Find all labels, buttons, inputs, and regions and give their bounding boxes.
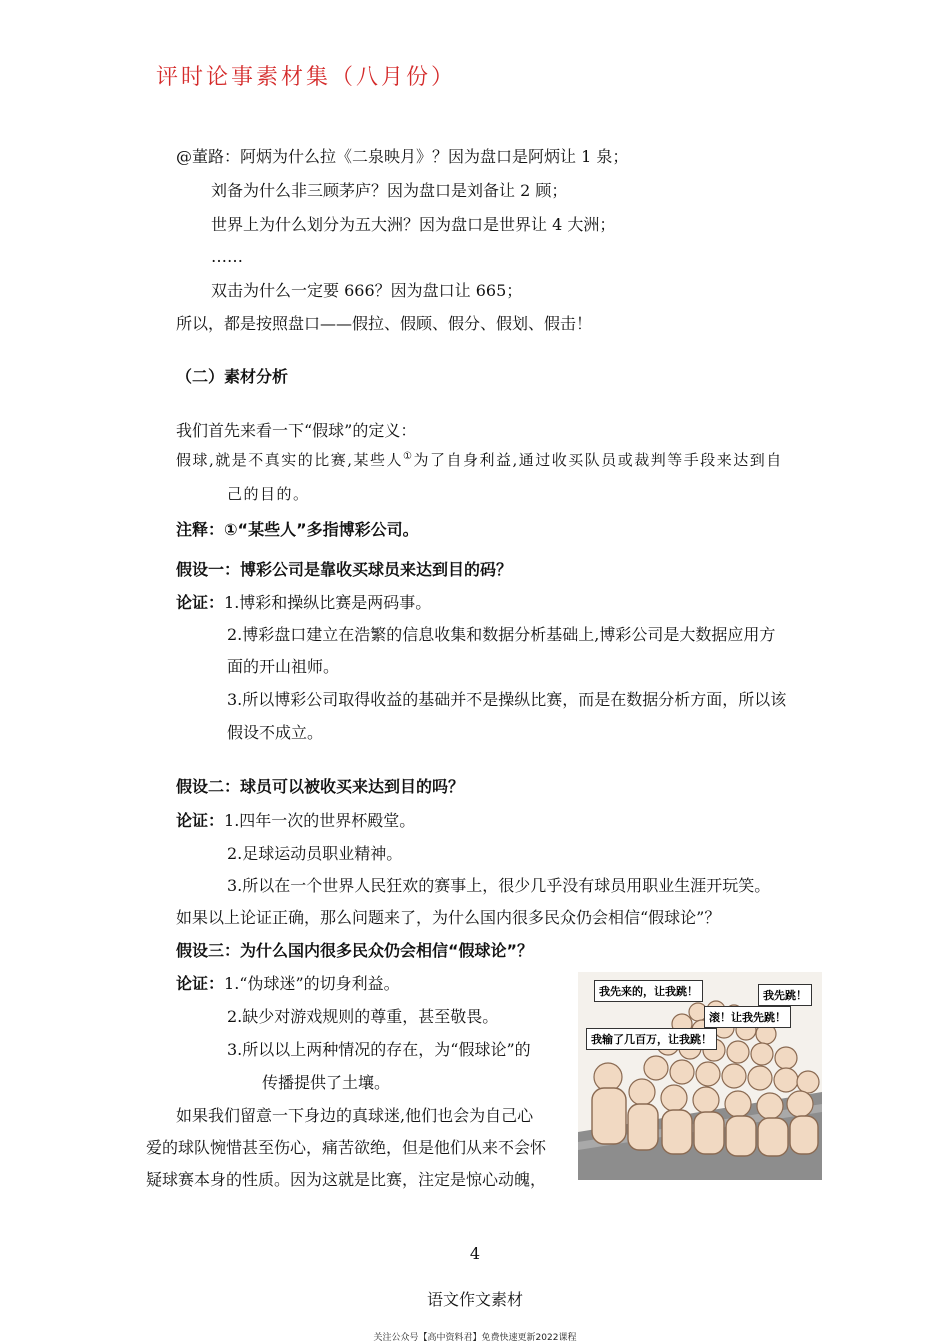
hypothesis-2-argument (176, 810, 415, 832)
speech-bubble-1: 我先来的，让我跳！ (594, 980, 703, 1002)
section-heading: （二）素材分析 (176, 367, 289, 386)
comic-illustration (578, 972, 822, 1180)
quote-ellipsis: …… (211, 247, 243, 266)
hypothesis-3-item-3a: 3.所以以上两种情况的存在，为“假球论”的 (227, 1040, 531, 1059)
quote-conclusion: 所以，都是按照盘口——假拉、假顾、假分、假划、假击！ (176, 314, 593, 333)
hypothesis-1-item-2b: 面的开山祖师。 (227, 657, 340, 676)
definition-text-a: 假球,就是不真实的比赛,某些人 (176, 451, 404, 469)
footer-label: 语文作文素材 (426, 1290, 523, 1309)
hypothesis-3-item-2: 2.缺少对游戏规则的尊重，甚至敬畏。 (227, 1007, 499, 1026)
definition-note: 注释：①“某些人”多指博彩公司。 (176, 520, 419, 539)
speech-bubble-4: 我输了几百万，让我跳！ (586, 1028, 717, 1050)
argument-label: 论证： (176, 593, 225, 612)
definition-text-b: 为了自身利益,通过收买队员或裁判等手段来达到自 (413, 451, 783, 469)
footer-promo-note: 关注公众号【高中资料君】免费快速更新2022课程 (373, 1333, 577, 1343)
hypothesis-3-item-3b: 传播提供了土壤。 (262, 1073, 391, 1092)
hypothesis-1-item-3a: 3.所以博彩公司取得收益的基础并不是操纵比赛，而是在数据分析方面，所以该 (227, 690, 787, 709)
body-paragraph-line-2: 爱的球队惋惜甚至伤心，痛苦欲绝，但是他们从来不会怀 (146, 1138, 547, 1157)
document-header-title: 评时论事素材集（八月份） (156, 65, 457, 90)
hypothesis-2-item-2: 2.足球运动员职业精神。 (227, 844, 403, 863)
quote-line-5: 双击为什么一定要 666？因为盘口让 665； (211, 281, 523, 300)
hypothesis-3-argument (176, 973, 400, 995)
hypothesis-1-title: 假设一：博彩公司是靠收买球员来达到目的码？ (176, 560, 513, 579)
footnote-marker: ① (403, 451, 414, 462)
argument-label: 论证： (176, 811, 225, 830)
argument-label: 论证： (176, 974, 225, 993)
quote-line-3: 世界上为什么划分为五大洲？因为盘口是世界让 4 大洲； (211, 215, 616, 234)
hypothesis-2-title: 假设二：球员可以被收买来达到目的吗？ (176, 777, 465, 796)
hypothesis-1-item-2a: 2.博彩盘口建立在浩繁的信息收集和数据分析基础上,博彩公司是大数据应用方 (227, 625, 776, 644)
quote-line-2: 刘备为什么非三顾茅庐？因为盘口是刘备让 2 顾； (211, 181, 568, 200)
body-paragraph-line-1: 如果我们留意一下身边的真球迷,他们也会为自己心 (176, 1106, 534, 1125)
hypothesis-1-item-3b: 假设不成立。 (227, 723, 324, 742)
hypothesis-3-title: 假设三：为什么国内很多民众仍会相信“假球论”？ (176, 941, 534, 960)
definition-line-1 (176, 446, 783, 471)
definition-line-2: 己的目的。 (227, 485, 310, 503)
body-paragraph-line-3: 疑球赛本身的性质。因为这就是比赛，注定是惊心动魄， (146, 1170, 547, 1189)
quote-line-1: @董路：阿炳为什么拉《二泉映月》？因为盘口是阿炳让 1 泉； (176, 147, 629, 166)
hypothesis-1-item-1: 1.博彩和操纵比赛是两码事。 (224, 593, 432, 612)
hypothesis-2-followup: 如果以上论证正确，那么问题来了，为什么国内很多民众仍会相信“假球论”？ (176, 908, 721, 927)
hypothesis-1-argument (176, 592, 431, 614)
speech-bubble-2: 我先跳！ (758, 984, 812, 1006)
hypothesis-2-item-1: 1.四年一次的世界杯殿堂。 (224, 811, 416, 830)
hypothesis-3-item-1: 1.“伪球迷”的切身利益。 (224, 974, 400, 993)
page-number: 4 (469, 1244, 481, 1263)
definition-intro: 我们首先来看一下“假球”的定义： (176, 421, 417, 440)
speech-bubble-3: 滚！让我先跳！ (704, 1006, 791, 1028)
hypothesis-2-item-3: 3.所以在一个世界人民狂欢的赛事上，很少几乎没有球员用职业生涯开玩笑。 (227, 876, 771, 895)
